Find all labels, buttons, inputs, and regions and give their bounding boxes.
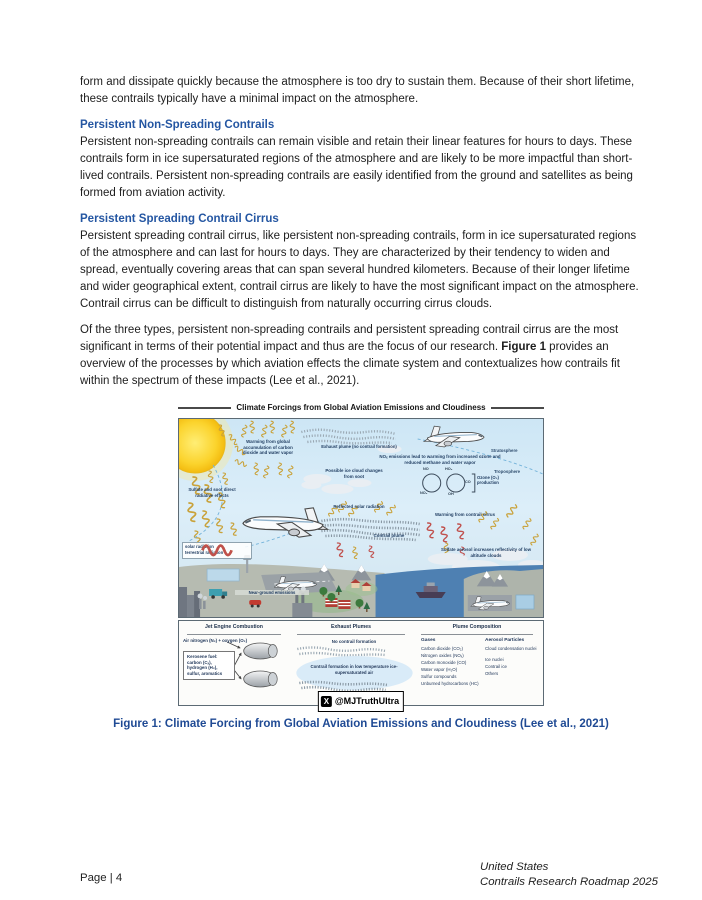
paragraph-spreading: Persistent spreading contrail cirrus, like persistent non-spreading contrails, form in ice supersaturated regions of the atmosphere and can last for hours to days. They are characterized by their tendency to widen and spread, eventually covering areas that can span several hundred kilometers. Because of their longer lifetime and wider geographical extent, contrail cirrus are likely to have the most significant impact on the atmosphere. Contrail cirrus can be difficult to distinguish from naturally occurring cirrus clouds. xyxy=(80,230,639,310)
label-near-ground-emissions: Near-ground emissions xyxy=(235,590,309,595)
legend-row-terrestrial xyxy=(185,550,249,556)
footer-document-title: Contrails Research Roadmap 2025 xyxy=(480,876,658,888)
figure-1 xyxy=(178,399,544,706)
label-sulfate-aerosol: Sulfate aerosol increases reflectivity of low altitude clouds xyxy=(440,547,532,558)
paragraph-figure-ref xyxy=(80,322,642,390)
gas-item: Water vapor (H₂O) xyxy=(421,667,458,672)
column-header-plume-composition: Plume Composition xyxy=(452,624,502,630)
label-aerosol-header: Aerosol Particles xyxy=(485,638,525,643)
label-nox-emissions: NOₓ emissions lead to warming from increased ozone and reduced methane and water vapor xyxy=(379,454,501,465)
column-header-exhaust-plumes: Exhaust Plumes xyxy=(330,624,372,630)
label-ozone-production: Ozone (O₃) production xyxy=(477,475,499,486)
page-number: Page | 4 xyxy=(80,872,123,884)
figure-caption: Figure 1: Climate Forcing from Global Aviation Emissions and Cloudiness (Lee et al., 2021) xyxy=(113,718,609,730)
figure-title-line-left xyxy=(178,407,231,409)
factory xyxy=(292,603,312,617)
gas-item: Sulfur compounds xyxy=(421,674,457,679)
gas-item: Unburned hydrocarbons (HC) xyxy=(421,681,479,686)
page-content xyxy=(80,74,642,733)
car xyxy=(249,600,261,605)
terrestrial-radiation-icon xyxy=(183,543,251,558)
figure-sky-panel xyxy=(178,418,544,618)
label-possible-ice-cloud: Possible ice cloud changes from soot xyxy=(325,468,383,479)
figure-title-line-right xyxy=(491,407,544,409)
label-warming-cirrus: Warming from contrail cirrus xyxy=(434,512,496,517)
paragraph-non-spreading: Persistent non-spreading contrails can remain visible and retain their linear features for hours to days. These contrails form in ice supersaturated regions of the atmosphere and are likely to be more impactful than short-lived contrails. Persistent non-spreading contrails are easily identified from the ground and satellites as being formed from aviation activity. xyxy=(80,136,633,199)
airplane-main xyxy=(243,508,328,537)
label-warming-global: Warming from global accumulation of carbon dioxide and water vapor xyxy=(242,439,294,455)
footer-country: United States xyxy=(480,861,549,873)
label-contrail-plume: Contrail plume xyxy=(373,533,405,538)
column-header-jet-engine: Jet Engine Combustion xyxy=(205,624,263,630)
label-cycle-no: NO xyxy=(423,467,429,471)
header-rule-2 xyxy=(297,634,405,635)
document-footer xyxy=(480,860,658,890)
label-cycle-co: CO xyxy=(465,480,471,484)
gas-item: Carbon monoxide (CO) xyxy=(421,660,467,665)
aerosol-item: Cloud condensation nuclei xyxy=(485,646,537,651)
label-air-nitrogen: Air nitrogen (N₂) + oxygen (O₂) xyxy=(183,638,248,643)
airplane-upper xyxy=(424,426,484,447)
header-rule-1 xyxy=(187,634,281,635)
engine-nacelle-top xyxy=(244,643,278,659)
gas-item: Nitrogen oxides (NOₓ) xyxy=(421,653,464,658)
figure-title: Climate Forcings from Global Aviation Emissions and Cloudiness xyxy=(236,403,486,412)
label-sulfate-soot: Sulfate and soot direct radiative effects xyxy=(188,487,236,498)
label-reflected-solar: Reflected solar radiation xyxy=(333,504,385,509)
airport-terminal xyxy=(207,569,239,581)
label-gases-header: Gases xyxy=(421,638,436,643)
label-cycle-oh: OH xyxy=(448,492,454,496)
label-cycle-ho2: HO₂ xyxy=(445,467,453,471)
figure-ref-bold: Figure 1 xyxy=(501,341,546,353)
label-exhaust-plume: Exhaust plume (no contrail formation) xyxy=(321,444,397,449)
aerosol-item: Others xyxy=(485,671,499,676)
legend-solar-label: solar radiation xyxy=(185,544,214,549)
gas-item: Carbon dioxide (CO₂) xyxy=(421,646,463,651)
aerosol-item: Contrail ice xyxy=(485,664,507,669)
label-kerosene-fuel: Kerosene fuel: carbon (Cₓ), hydrogen (H₂), sulfur, aromatics xyxy=(183,651,235,680)
x-logo-icon: X xyxy=(321,696,332,707)
engine-nacelle-bottom xyxy=(244,671,278,687)
heading-persistent-spreading: Persistent Spreading Contrail Cirrus xyxy=(80,213,279,225)
aerosol-item: Ice nuclei xyxy=(485,657,504,662)
legend-terrestrial-label: terrestrial radiation xyxy=(185,550,224,556)
paragraph-short-lived: form and dissipate quickly because the atmosphere is too dry to sustain them. Because of their short lifetime, these contrails typically have a minimal impact on the atmosphere. xyxy=(80,76,635,105)
watermark xyxy=(318,691,404,712)
label-troposphere: Troposphere xyxy=(494,469,521,474)
label-cycle-no2: NO₂ xyxy=(420,491,428,495)
radiation-legend xyxy=(182,542,252,559)
header-rule-3 xyxy=(421,634,533,635)
watermark-handle: @MJTruthUltra xyxy=(334,696,400,706)
label-stratosphere: Stratosphere xyxy=(491,448,518,453)
figure-ref-before: Of the three types, persistent non-spreading contrails and persistent spreading contrail cirrus are the most significant in terms of their potential impact and thus are the focus of our research. xyxy=(80,324,619,353)
figure-title-row xyxy=(178,399,544,416)
label-no-contrail: No contrail formation xyxy=(331,639,377,644)
label-contrail-formation: Contrail formation in low temperature ice-supersaturated air xyxy=(310,664,398,675)
heading-persistent-non-spreading: Persistent Non-Spreading Contrails xyxy=(80,119,275,131)
figure-ref-after: provides an overview of the processes by which aviation effects the climate system and contextualizes how contrails fit within the spectrum of these impacts (Lee et al., 2021). xyxy=(80,341,620,387)
